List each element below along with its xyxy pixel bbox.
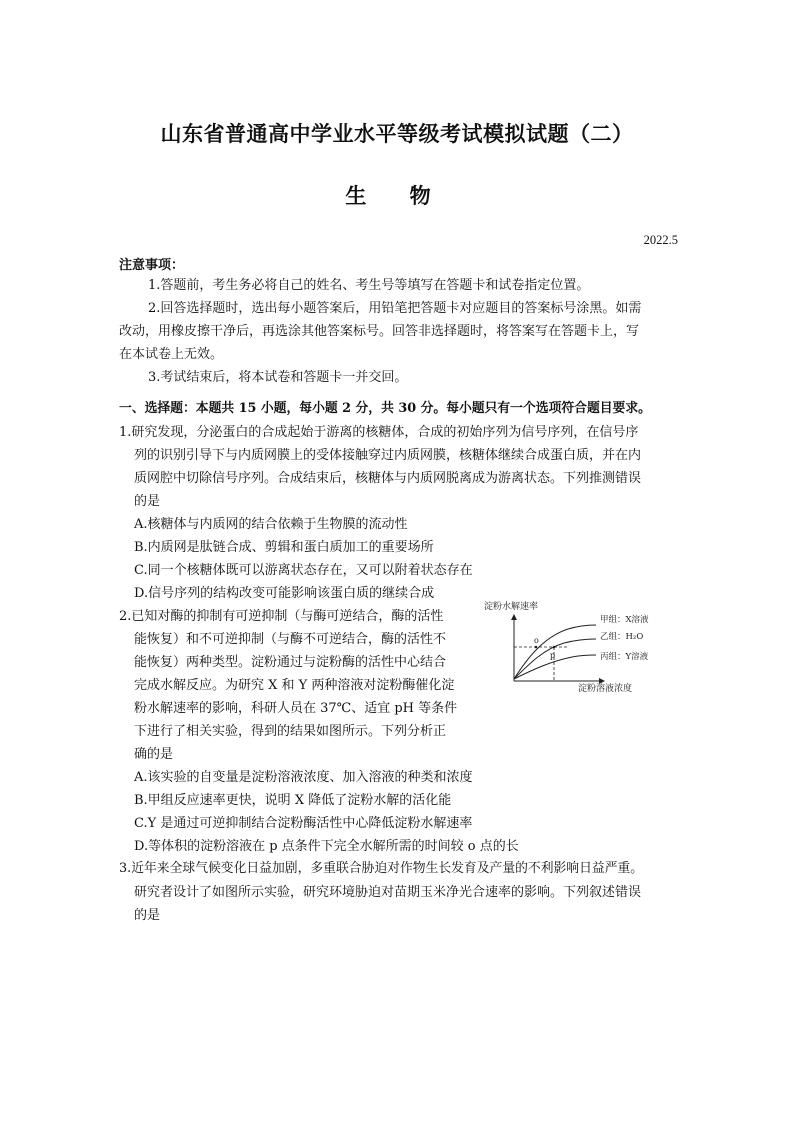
enzyme-rate-figure: [482, 597, 682, 697]
q2-stem-line: 下进行了相关实验，得到的结果如图所示。下列分析正: [134, 724, 447, 739]
q2-stem-line: 2.已知对酶的抑制有可逆抑制（与酶可逆结合，酶的活性: [119, 609, 444, 624]
q2-stem-line: 确的是: [134, 747, 174, 762]
notice-line: 在本试卷上无效。: [119, 347, 224, 362]
q2-stem-line: 能恢复）和不可逆抑制（与酶不可逆结合，酶的活性不: [134, 632, 447, 647]
section-heading: 一、选择题：本题共 15 小题，每小题 2 分，共 30 分。每小题只有一个选项符合题目要求。: [119, 401, 651, 416]
figure-y-axis-label: 淀粉水解速率: [484, 602, 539, 612]
point-p-marker: [553, 646, 556, 649]
q2-option-c: C.Y 是通过可逆抑制结合淀粉酶活性中心降低淀粉水解速率: [134, 816, 473, 831]
q2-stem-line: 完成水解反应。为研究 X 和 Y 两种溶液对淀粉酶催化淀: [134, 678, 455, 693]
q2-option-d: D.等体积的淀粉溶液在 p 点条件下完全水解所需的时间较 o 点的长: [134, 839, 519, 854]
q1-option-d: D.信号序列的结构改变可能影响该蛋白质的继续合成: [134, 586, 435, 601]
q1-option-a: A.核糖体与内质网的结合依赖于生物膜的流动性: [134, 517, 408, 532]
notice-line: 2.回答选择题时，选出每小题答案后，用铅笔把答题卡对应题目的答案标号涂黑。如需: [148, 301, 642, 316]
q2-stem-line: 粉水解速率的影响，科研人员在 37℃、适宜 pH 等条件: [134, 701, 458, 716]
point-o-marker: [535, 646, 538, 649]
q3-stem-line: 的是: [134, 908, 161, 923]
exam-date: 2022.5: [643, 233, 678, 247]
q2-stem-line: 能恢复）两种类型。淀粉通过与淀粉酶的活性中心结合: [134, 655, 447, 670]
exam-title: 山东省普通高中学业水平等级考试模拟试题（二）: [160, 121, 634, 146]
notice-line: 改动，用橡皮擦干净后，再选涂其他答案标号。回答非选择题时，将答案写在答题卡上，写: [119, 324, 640, 339]
legend-bing: 丙组：Y溶液: [600, 652, 649, 662]
point-p-label: p: [550, 651, 556, 660]
q2-option-b: B.甲组反应速率更快，说明 X 降低了淀粉水解的活化能: [134, 793, 452, 808]
q1-stem-line: 列的识别引导下与内质网膜上的受体接触穿过内质网膜，核糖体继续合成蛋白质，并在内: [134, 448, 642, 463]
legend-yi: 乙组：H₂O: [600, 632, 644, 642]
legend-jia: 甲组：X溶液: [600, 615, 649, 625]
figure-x-axis-label: 淀粉溶液浓度: [578, 684, 633, 694]
point-o-label: o: [534, 636, 539, 645]
q3-stem-line: 3.近年来全球气候变化日益加剧，多重联合胁迫对作物生长发育及产量的不利影响日益严重。: [119, 861, 644, 876]
q1-stem-line: 质网腔中切除信号序列。合成结束后，核糖体与内质网脱离成为游离状态。下列推测错误: [134, 471, 642, 486]
q1-option-c: C.同一个核糖体既可以游离状态存在，又可以附着状态存在: [134, 563, 473, 578]
subject-title: 生 物: [345, 183, 449, 208]
q1-option-b: B.内质网是肽链合成、剪辑和蛋白质加工的重要场所: [134, 540, 434, 555]
q3-stem-line: 研究者设计了如图所示实验，研究环境胁迫对苗期玉米净光合速率的影响。下列叙述错误: [134, 885, 642, 900]
notice-line: 3.考试结束后，将本试卷和答题卡一并交回。: [148, 370, 408, 385]
q1-stem-line: 1.研究发现，分泌蛋白的合成起始于游离的核糖体，合成的初始序列为信号序列，在信号序: [119, 425, 639, 440]
notice-line: 1.答题前，考生务必将自己的姓名、考生号等填写在答题卡和试卷指定位置。: [148, 278, 590, 293]
q1-stem-line: 的是: [134, 494, 161, 509]
q2-option-a: A.该实验的自变量是淀粉溶液浓度、加入溶液的种类和浓度: [134, 770, 473, 785]
notice-heading: 注意事项：: [119, 258, 185, 273]
